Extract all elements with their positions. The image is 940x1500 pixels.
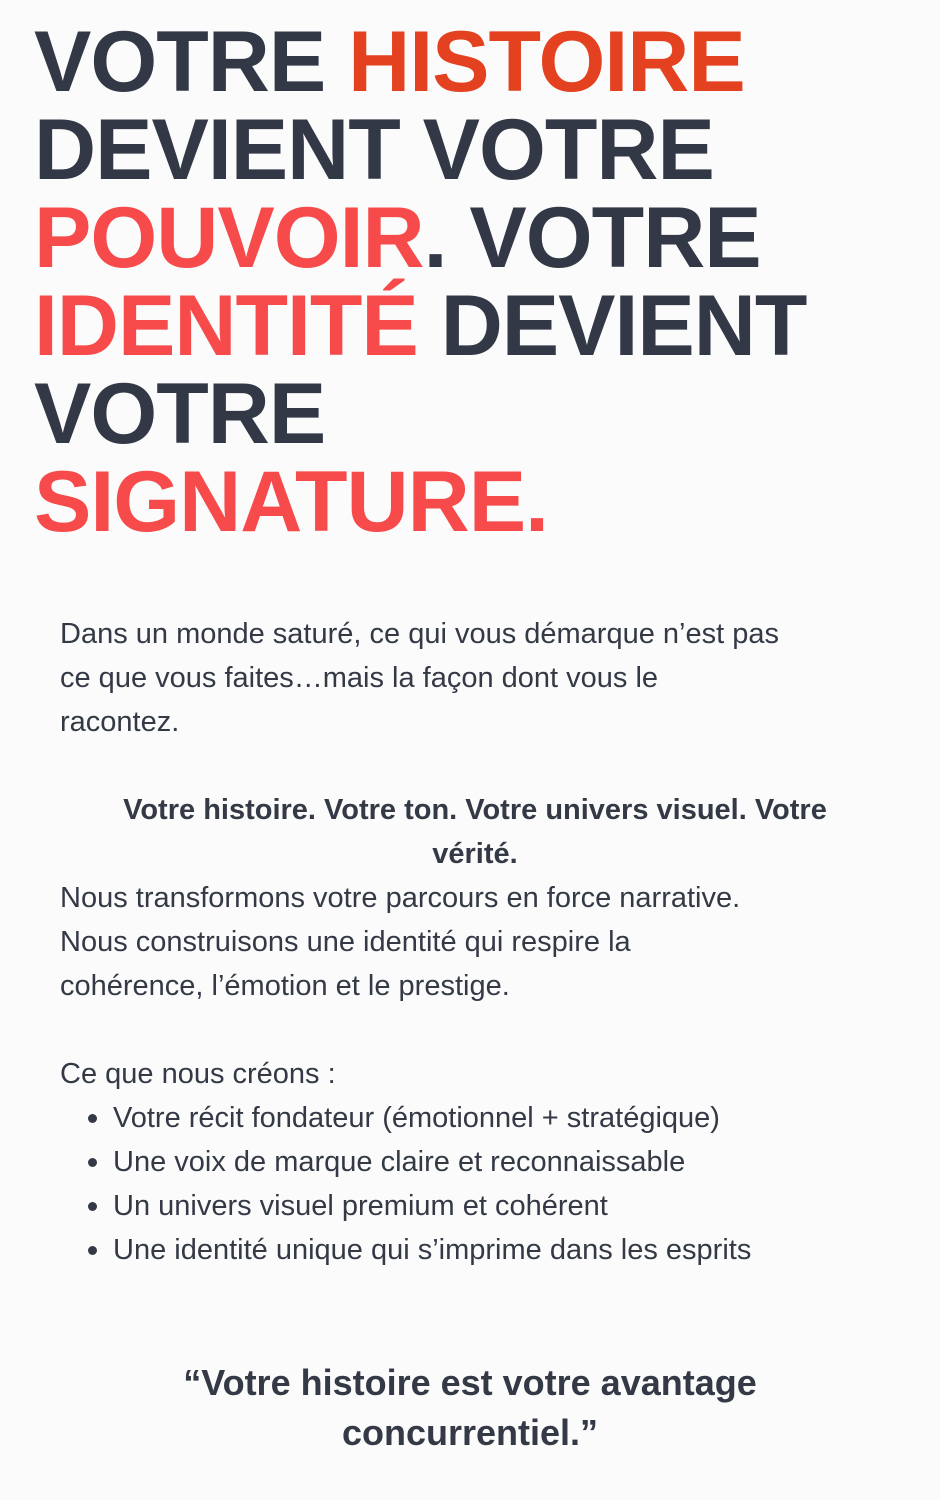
headline-text: DEVIENT: [417, 278, 807, 374]
transform-line: Nous transformons votre parcours en force narrative.: [60, 882, 741, 914]
list-item-text: Une identité unique qui s’imprime dans les esprits: [113, 1234, 752, 1266]
bullet-icon: [88, 1246, 97, 1255]
quote-line: “Votre histoire est votre avantage: [183, 1362, 757, 1403]
spacer: [60, 1008, 920, 1052]
body-text: [60, 612, 920, 1272]
headline-line-4: [34, 278, 914, 374]
list-item-text: Une voix de marque claire et reconnaissable: [113, 1146, 686, 1178]
headline-text: VOTRE: [34, 14, 349, 110]
tagline-line: vérité.: [432, 838, 518, 870]
creations-list: [60, 1096, 920, 1272]
headline-highlight-identite: IDENTITÉ: [34, 278, 418, 374]
spacer: [60, 744, 920, 788]
creations-heading: Ce que nous créons :: [60, 1058, 336, 1090]
transform-line: cohérence, l’émotion et le prestige.: [60, 970, 510, 1002]
intro-line: Dans un monde saturé, ce qui vous démarque n’est pas: [60, 618, 779, 650]
list-item: [60, 1096, 920, 1140]
bullet-icon: [88, 1158, 97, 1167]
headline-highlight-histoire: HISTOIRE: [348, 14, 745, 110]
bullet-icon: [88, 1202, 97, 1211]
list-item: [60, 1184, 920, 1228]
tagline-line: Votre histoire. Votre ton. Votre univers visuel. Votre: [123, 794, 827, 826]
headline-line-5: VOTRE: [34, 366, 326, 462]
headline-text: . VOTRE: [423, 190, 761, 286]
headline: [34, 14, 914, 550]
headline-line-1: [34, 14, 914, 110]
list-item-text: Un univers visuel premium et cohérent: [113, 1190, 608, 1222]
headline-line-2: DEVIENT VOTRE: [34, 102, 714, 198]
intro-line: ce que vous faites…mais la façon dont vous le: [60, 662, 659, 694]
list-item: [60, 1228, 920, 1272]
closing-quote: [0, 1358, 940, 1458]
headline-highlight-signature: SIGNATURE.: [34, 454, 548, 550]
transform-line: Nous construisons une identité qui respire la: [60, 926, 631, 958]
intro-line: racontez.: [60, 706, 180, 738]
headline-highlight-pouvoir: POUVOIR: [34, 190, 424, 286]
quote-line: concurrentiel.”: [341, 1412, 599, 1453]
list-item-text: Votre récit fondateur (émotionnel + stratégique): [113, 1102, 720, 1134]
list-item: [60, 1140, 920, 1184]
headline-line-3: [34, 190, 914, 286]
bullet-icon: [88, 1114, 97, 1123]
